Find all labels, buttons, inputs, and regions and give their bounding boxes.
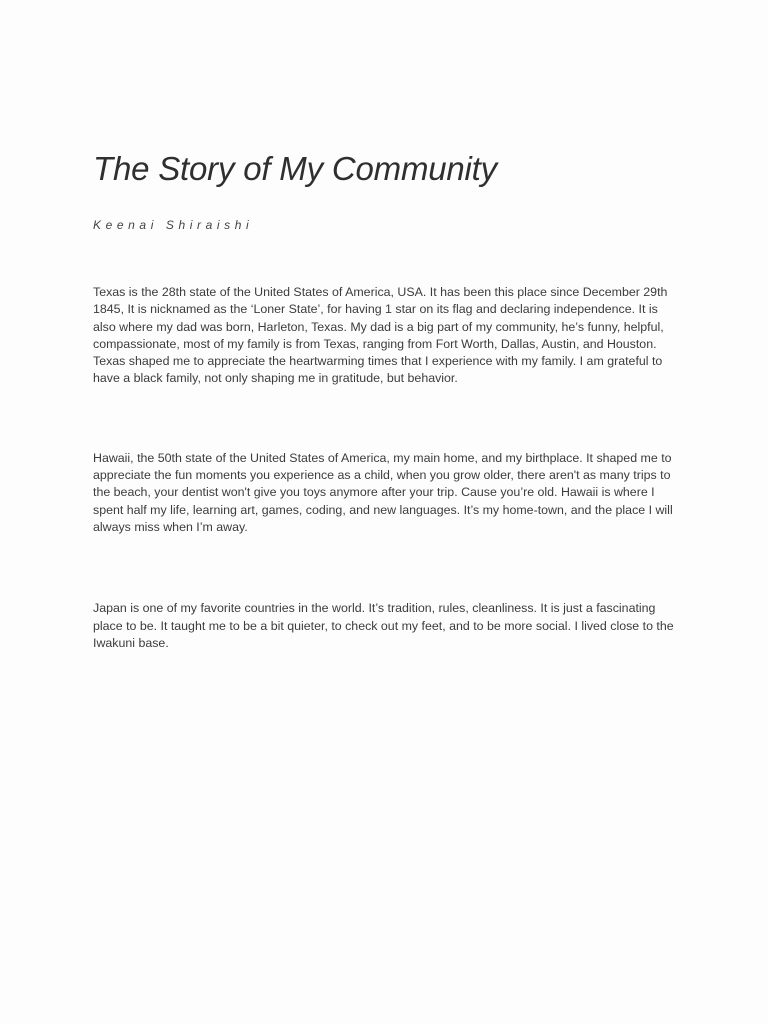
- author-name: Keenai Shiraishi: [93, 218, 254, 232]
- paragraph-texas: Texas is the 28th state of the United States of America, USA. It has been this place since December 29th 1845, It is nicknamed as the ‘Loner State’, for having 1 star on its flag and declaring independence. It is also where my dad was born, Harleton, Texas. My dad is a big part of my community, he’s funny, helpful, compassionate, most of my family is from Texas, ranging from Fort Worth, Dallas, Austin, and Houston. Texas shaped me to appreciate the heartwarming times that I experience with my family. I am grateful to have a black family, not only shaping me in gratitude, but behavior.: [93, 285, 668, 386]
- document-page: [93, 148, 683, 652]
- paragraph-hawaii: Hawaii, the 50th state of the United States of America, my main home, and my birthplace. It shaped me to appreciate the fun moments you experience as a child, when you grow older, there aren't as many trips to the beach, your dentist won't give you toys anymore after your trip. Cause you’re old. Hawaii is where I spent half my life, learning art, games, coding, and new languages. It’s my home-town, and the place I will always miss when I’m away.: [93, 450, 673, 534]
- paragraph-japan: Japan is one of my favorite countries in the world. It’s tradition, rules, cleanliness. It is just a fascinating place to be. It taught me to be a bit quieter, to check out my feet, and to be more social. I lived close to the Iwakuni base.: [93, 601, 674, 650]
- document-title: The Story of My Community: [93, 150, 497, 187]
